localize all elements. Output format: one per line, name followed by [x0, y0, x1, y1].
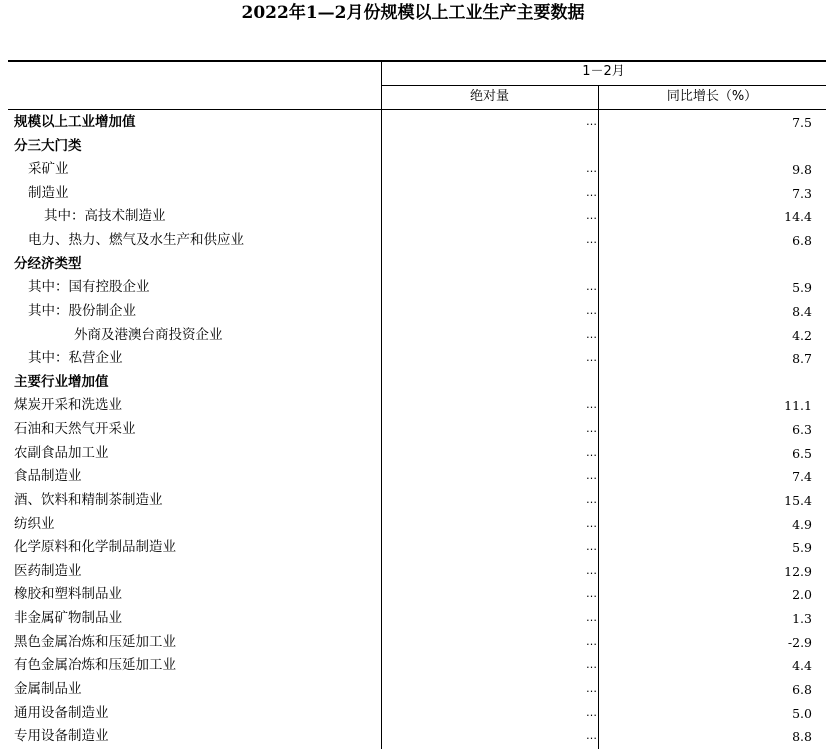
absolute-value-cell: … [586, 563, 596, 577]
yoy-growth-cell: 9.8 [792, 162, 812, 178]
row-label: 专用设备制造业 [14, 728, 109, 745]
yoy-growth-cell: 4.2 [792, 327, 812, 343]
absolute-value-cell: … [586, 516, 596, 530]
absolute-value-cell: … [586, 492, 596, 506]
absolute-value-cell: … [586, 705, 596, 719]
row-label: 其中：私营企业 [28, 350, 123, 367]
table-row [8, 513, 826, 537]
row-label: 电力、热力、燃气及水生产和供应业 [28, 232, 244, 249]
table-row [8, 725, 826, 749]
header-period: 1－2月 [582, 64, 625, 79]
yoy-growth-cell: 5.9 [792, 540, 812, 556]
table-row [8, 182, 826, 206]
yoy-growth-cell: 4.9 [792, 516, 812, 532]
yoy-growth-cell: 6.8 [792, 233, 812, 249]
row-label: 化学原料和化学制品制造业 [14, 539, 176, 556]
row-label: 纺织业 [14, 515, 55, 532]
table-row [8, 158, 826, 182]
row-label: 有色金属冶炼和压延加工业 [14, 657, 176, 674]
absolute-value-cell: … [586, 469, 596, 483]
absolute-value-cell: … [586, 351, 596, 365]
page-title: 2022年1—2月份规模以上工业生产主要数据 [241, 3, 585, 23]
absolute-value-cell: … [586, 634, 596, 648]
row-label: 其中：股份制企业 [28, 302, 136, 319]
row-label: 医药制造业 [14, 562, 82, 579]
absolute-value-cell: … [586, 185, 596, 199]
row-label: 制造业 [28, 184, 69, 201]
absolute-value-cell: … [586, 422, 596, 436]
row-label: 非金属矿物制品业 [14, 610, 122, 627]
table-row [8, 394, 826, 418]
table-row [8, 418, 826, 442]
absolute-value-cell: … [586, 327, 596, 341]
table-row [8, 465, 826, 489]
yoy-growth-cell: 6.8 [792, 681, 812, 697]
table-row [8, 583, 826, 607]
row-label: 酒、饮料和精制茶制造业 [14, 491, 163, 508]
table-row [8, 560, 826, 584]
absolute-value-cell: … [586, 162, 596, 176]
absolute-value-cell: … [586, 611, 596, 625]
table-row [8, 229, 826, 253]
header-yoy-growth: 同比增长（%） [666, 89, 758, 104]
header-absolute-value: 绝对量 [469, 89, 509, 104]
table-row [8, 276, 826, 300]
absolute-value-cell: … [586, 658, 596, 672]
table-row [8, 442, 826, 466]
table-row [8, 489, 826, 513]
row-label: 其中：高技术制造业 [44, 208, 166, 225]
row-label: 外商及港澳台商投资企业 [74, 326, 223, 343]
absolute-value-cell: … [586, 115, 596, 128]
yoy-growth-cell: -2.9 [787, 634, 812, 650]
absolute-value-cell: … [586, 587, 596, 601]
header-period-rule [381, 85, 826, 86]
table-row [8, 205, 826, 229]
table-row [8, 678, 826, 702]
data-table [8, 60, 826, 749]
yoy-growth-cell: 15.4 [784, 492, 812, 508]
row-label: 主要行业增加值 [14, 373, 109, 390]
yoy-growth-cell: 6.3 [792, 422, 812, 438]
yoy-growth-cell: 11.1 [784, 398, 812, 414]
row-label: 食品制造业 [14, 468, 82, 485]
yoy-growth-cell: 5.9 [792, 280, 812, 296]
table-row [8, 536, 826, 560]
absolute-value-cell: … [586, 398, 596, 412]
absolute-value-cell: … [586, 280, 596, 294]
yoy-growth-cell: 7.3 [792, 185, 812, 201]
yoy-growth-cell: 7.4 [792, 469, 812, 485]
row-label: 橡胶和塑料制品业 [14, 586, 122, 603]
table-row [8, 300, 826, 324]
yoy-growth-cell: 6.5 [792, 445, 812, 461]
yoy-growth-cell: 14.4 [784, 209, 812, 225]
absolute-value-cell: … [586, 729, 596, 743]
row-label: 农副食品加工业 [14, 444, 109, 461]
table-row [8, 324, 826, 348]
absolute-value-cell: … [586, 540, 596, 554]
yoy-growth-cell: 8.7 [792, 351, 812, 367]
table-row [8, 111, 826, 135]
header-bottom-rule [8, 109, 826, 110]
row-label: 分经济类型 [14, 255, 82, 272]
row-label: 其中：国有控股企业 [28, 279, 150, 296]
table-row [8, 607, 826, 631]
table-row [8, 631, 826, 655]
yoy-growth-cell: 4.4 [792, 658, 812, 674]
row-label: 金属制品业 [14, 680, 82, 697]
yoy-growth-cell: 7.5 [792, 115, 812, 130]
table-row [8, 371, 826, 395]
absolute-value-cell: … [586, 233, 596, 247]
table-row [8, 347, 826, 371]
table-row [8, 702, 826, 726]
row-label: 黑色金属冶炼和压延加工业 [14, 633, 176, 650]
absolute-value-cell: … [586, 445, 596, 459]
row-label: 石油和天然气开采业 [14, 421, 136, 438]
row-label: 采矿业 [28, 161, 69, 178]
yoy-growth-cell: 12.9 [784, 563, 812, 579]
row-label: 分三大门类 [14, 137, 82, 154]
absolute-value-cell: … [586, 681, 596, 695]
absolute-value-cell: … [586, 209, 596, 223]
yoy-growth-cell: 8.8 [792, 729, 812, 745]
yoy-growth-cell: 8.4 [792, 303, 812, 319]
table-row [8, 135, 826, 159]
row-label: 煤炭开采和洗选业 [14, 397, 122, 414]
row-label: 规模以上工业增加值 [14, 114, 136, 130]
table-row [8, 253, 826, 277]
yoy-growth-cell: 2.0 [792, 587, 812, 603]
yoy-growth-cell: 1.3 [792, 611, 812, 627]
row-label: 通用设备制造业 [14, 704, 109, 721]
yoy-growth-cell: 5.0 [792, 705, 812, 721]
absolute-value-cell: … [586, 303, 596, 317]
table-row [8, 654, 826, 678]
